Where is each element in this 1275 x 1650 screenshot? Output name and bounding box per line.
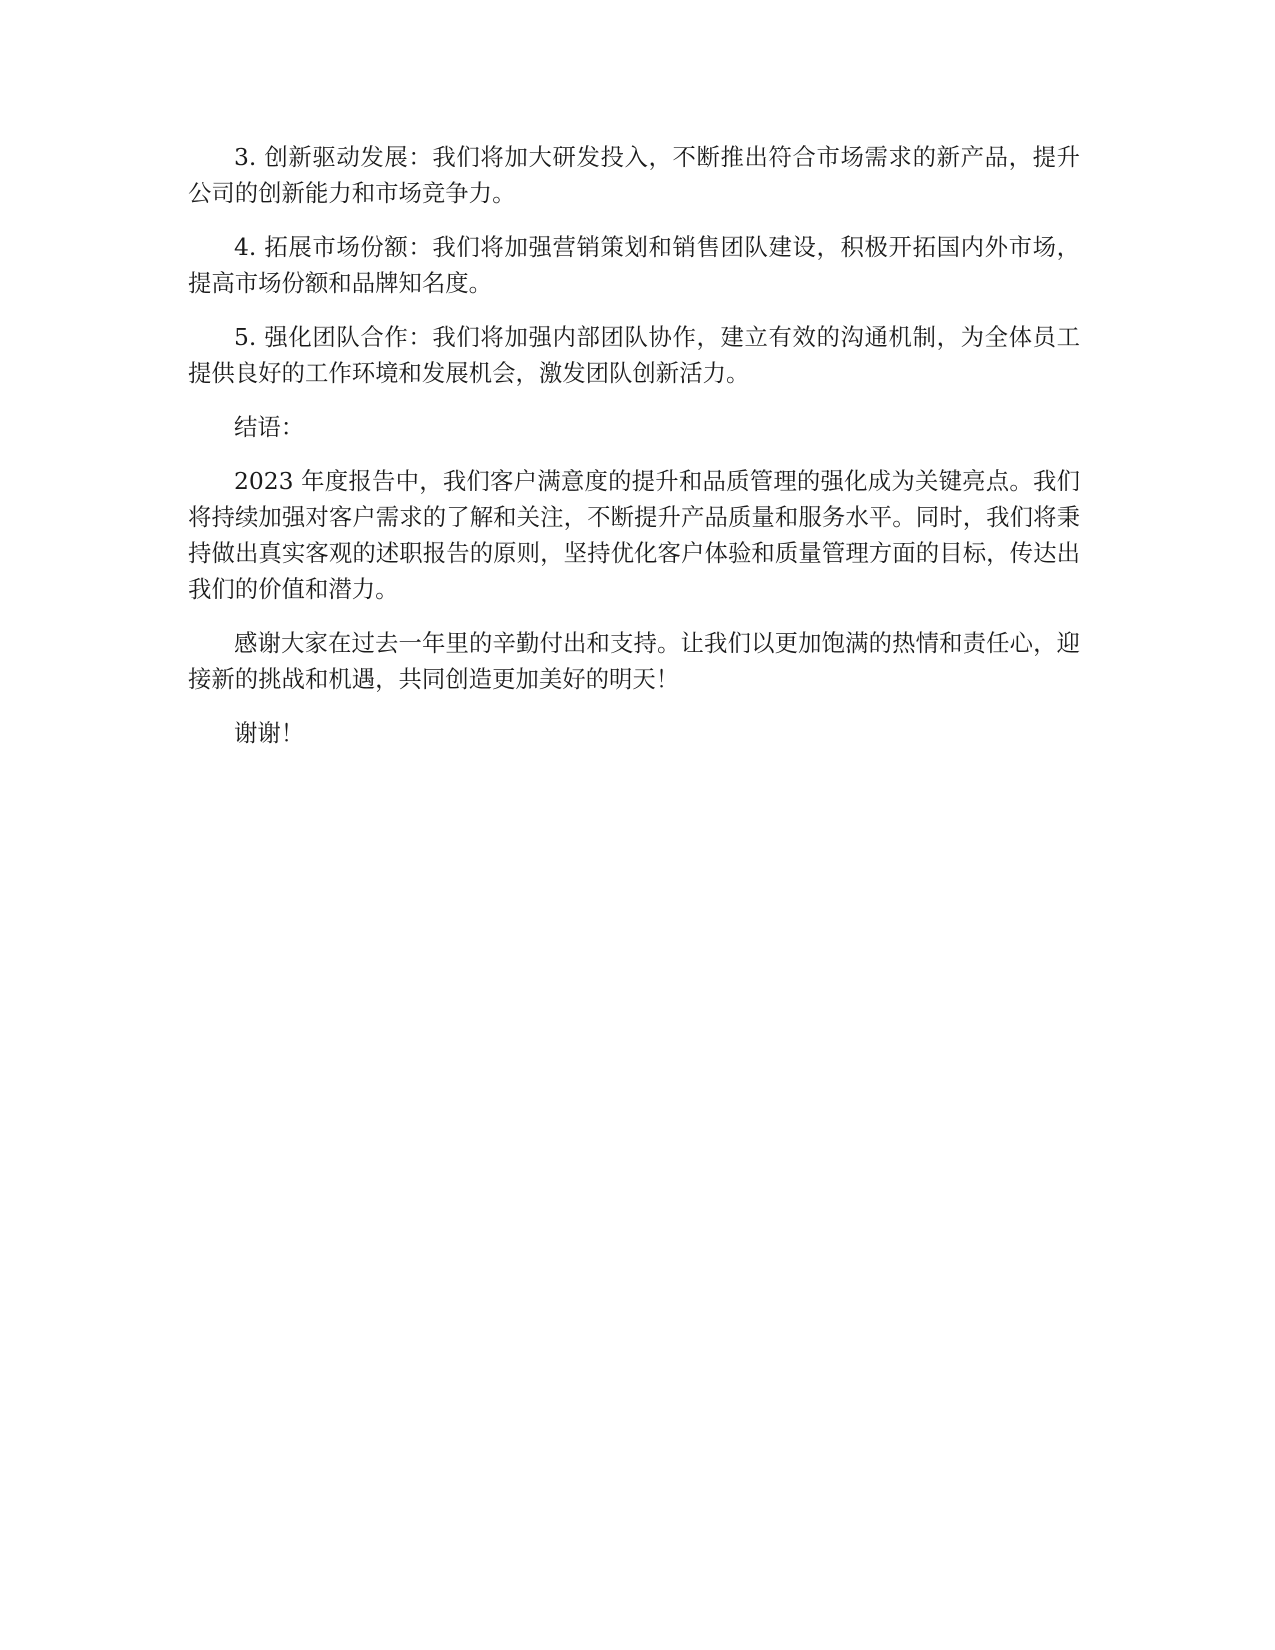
conclusion-heading: 结语： [234,413,305,441]
document-body [188,139,1080,769]
paragraph-conclusion: 2023 年度报告中，我们客户满意度的提升和品质管理的强化成为关键亮点。我们将持续加强对客户需求的了解和关注，不断提升产品质量和服务水平。同时，我们将秉持做出真实客观的述职报告的原则，坚持优化客户体验和质量管理方面的目标，传达出我们的价值和潜力。 [188,467,1080,603]
paragraph-thanks: 感谢大家在过去一年里的辛勤付出和支持。让我们以更加饱满的热情和责任心，迎接新的挑战和机遇，共同创造更加美好的明天！ [188,629,1080,693]
paragraph-innovation: 3. 创新驱动发展：我们将加大研发投入，不断推出符合市场需求的新产品，提升公司的创新能力和市场竞争力。 [188,143,1080,207]
paragraph-teamwork: 5. 强化团队合作：我们将加强内部团队协作，建立有效的沟通机制，为全体员工提供良好的工作环境和发展机会，激发团队创新活力。 [188,323,1080,387]
paragraph-market-share: 4. 拓展市场份额：我们将加强营销策划和销售团队建设，积极开拓国内外市场，提高市场份额和品牌知名度。 [188,233,1080,297]
closing-line: 谢谢！ [234,719,305,747]
